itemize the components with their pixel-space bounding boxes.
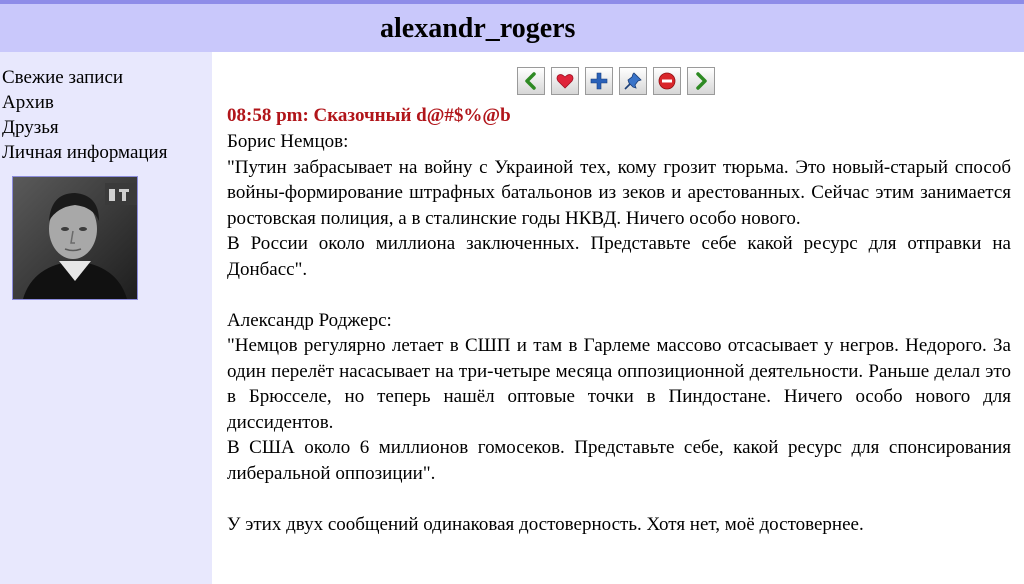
entry-paragraph: Борис Немцов: [227,131,349,152]
chevron-left-icon [522,72,540,90]
pin-icon [624,72,642,90]
entry-paragraph: В России около миллиона заключенных. Представьте себе какой ресурс для отправки на Донбасс". [227,233,1011,280]
journal-title[interactable]: alexandr_rogers [380,13,576,44]
avatar[interactable] [12,176,138,300]
plus-icon [590,72,608,90]
entry-paragraph: Александр Роджерс: [227,309,392,331]
entry-title[interactable]: 08:58 pm: Сказочный d@#$%@b [227,105,511,126]
page-header [0,0,1024,52]
chevron-right-icon [692,72,710,90]
sidebar-item-profile[interactable]: Личная информация [2,142,168,163]
main-content [212,52,1024,584]
entry-paragraph: В США около 6 миллионов гомосеков. Представьте себе, какой ресурс для спонсирования либеральной оппозиции". [227,437,1011,484]
track-entry-button[interactable] [585,67,613,95]
entry-paragraph: "Немцов регулярно летает в СШП и там в Гарлеме массово отсасывает у негров. Недорого. За один перелёт насасывает на три-четыре месяца оппозиционной деятельности. Раньше делал это в Брюсселе, но теперь нашёл оптовые точки в Пиндостане. Ничего особо нового для диссидентов. [227,335,1011,433]
heart-icon [556,72,574,90]
avatar-photo [13,177,137,299]
entry-body [227,129,1011,537]
paragraph-spacer [227,282,1011,308]
next-entry-button[interactable] [687,67,715,95]
tag-entry-button[interactable] [619,67,647,95]
sidebar [0,52,212,584]
sidebar-nav [2,65,167,165]
add-to-memories-button[interactable] [551,67,579,95]
sidebar-item-recent[interactable]: Свежие записи [2,67,124,88]
stop-icon [658,72,676,90]
sidebar-item-archive[interactable]: Архив [2,92,54,113]
paragraph-spacer [227,486,1011,512]
flag-entry-button[interactable] [653,67,681,95]
sidebar-item-friends[interactable]: Друзья [2,117,59,138]
entry-paragraph: "Путин забрасывает на войну с Украиной тех, кому грозит тюрьма. Это новый-старый способ войны-формирование штрафных батальонов из зеков и арестованных. Сейчас этим занимается ростовская полиция, а в сталинские годы НКВД. Ничего особо нового. [227,156,1011,229]
previous-entry-button[interactable] [517,67,545,95]
entry-paragraph: У этих двух сообщений одинаковая достоверность. Хотя нет, моё достовернее. [227,513,864,535]
